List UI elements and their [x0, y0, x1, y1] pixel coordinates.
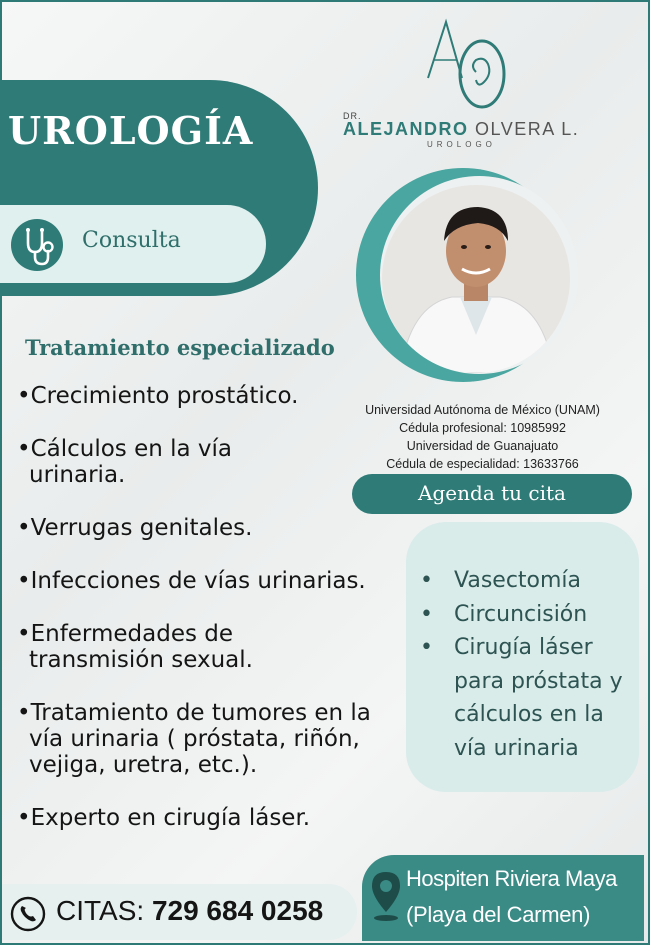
treatment-item: • Experto en cirugía láser.	[17, 805, 397, 831]
location-pin-icon	[369, 868, 403, 924]
doctor-last-name: OLVERA L.	[468, 119, 580, 139]
credential-line: Universidad de Guanajuato	[406, 439, 559, 453]
credential-line: Universidad Autónoma de México (UNAM)	[365, 403, 600, 417]
treatment-item: • Crecimiento prostático.	[17, 383, 369, 409]
consulta-label: Consulta	[82, 228, 181, 253]
treatment-item: • Cálculos en la vía urinaria.	[17, 436, 289, 488]
phone-number[interactable]: 729 684 0258	[151, 895, 324, 926]
treatment-item: • Infecciones de vías urinarias.	[17, 568, 397, 594]
logo-prefix: DR.	[343, 111, 362, 121]
treatment-item: • Enfermedades de transmisión sexual.	[17, 621, 299, 673]
treatment-item: • Tratamiento de tumores en la vía urinaria ( próstata, riñón, vejiga, uretra, etc.).	[17, 700, 404, 778]
service-item: • Vasectomía	[418, 564, 633, 598]
service-item: • Cirugía láser para próstata y cálculos en la vía urinaria	[418, 631, 624, 765]
phone-icon	[10, 896, 46, 932]
citas-label: CITAS:	[56, 895, 145, 926]
credential-line: Cédula profesional: 10985992	[399, 421, 566, 435]
credential-line: Cédula de especialidad: 13633766	[386, 457, 579, 471]
treatment-item: • Verrugas genitales.	[17, 515, 397, 541]
services-list	[418, 564, 633, 765]
doctor-name	[343, 119, 579, 140]
page-title: UROLOGÍA	[8, 108, 254, 153]
citas-phone[interactable]	[56, 895, 323, 927]
credentials	[345, 401, 620, 473]
agenda-button[interactable]: Agenda tu cita	[352, 474, 632, 514]
hospital-location: (Playa del Carmen)	[406, 902, 591, 927]
stethoscope-icon	[11, 219, 63, 271]
doctor-first-name: ALEJANDRO	[343, 119, 469, 139]
service-item: • Circuncisión	[418, 598, 633, 632]
brand-logo	[418, 18, 508, 110]
doctor-photo	[382, 185, 570, 373]
treatments-heading: Tratamiento especializado	[25, 335, 335, 360]
hospital-name: Hospiten Riviera Maya	[406, 866, 617, 891]
treatments-list	[17, 383, 397, 831]
doctor-specialty: UROLOGO	[427, 140, 496, 149]
